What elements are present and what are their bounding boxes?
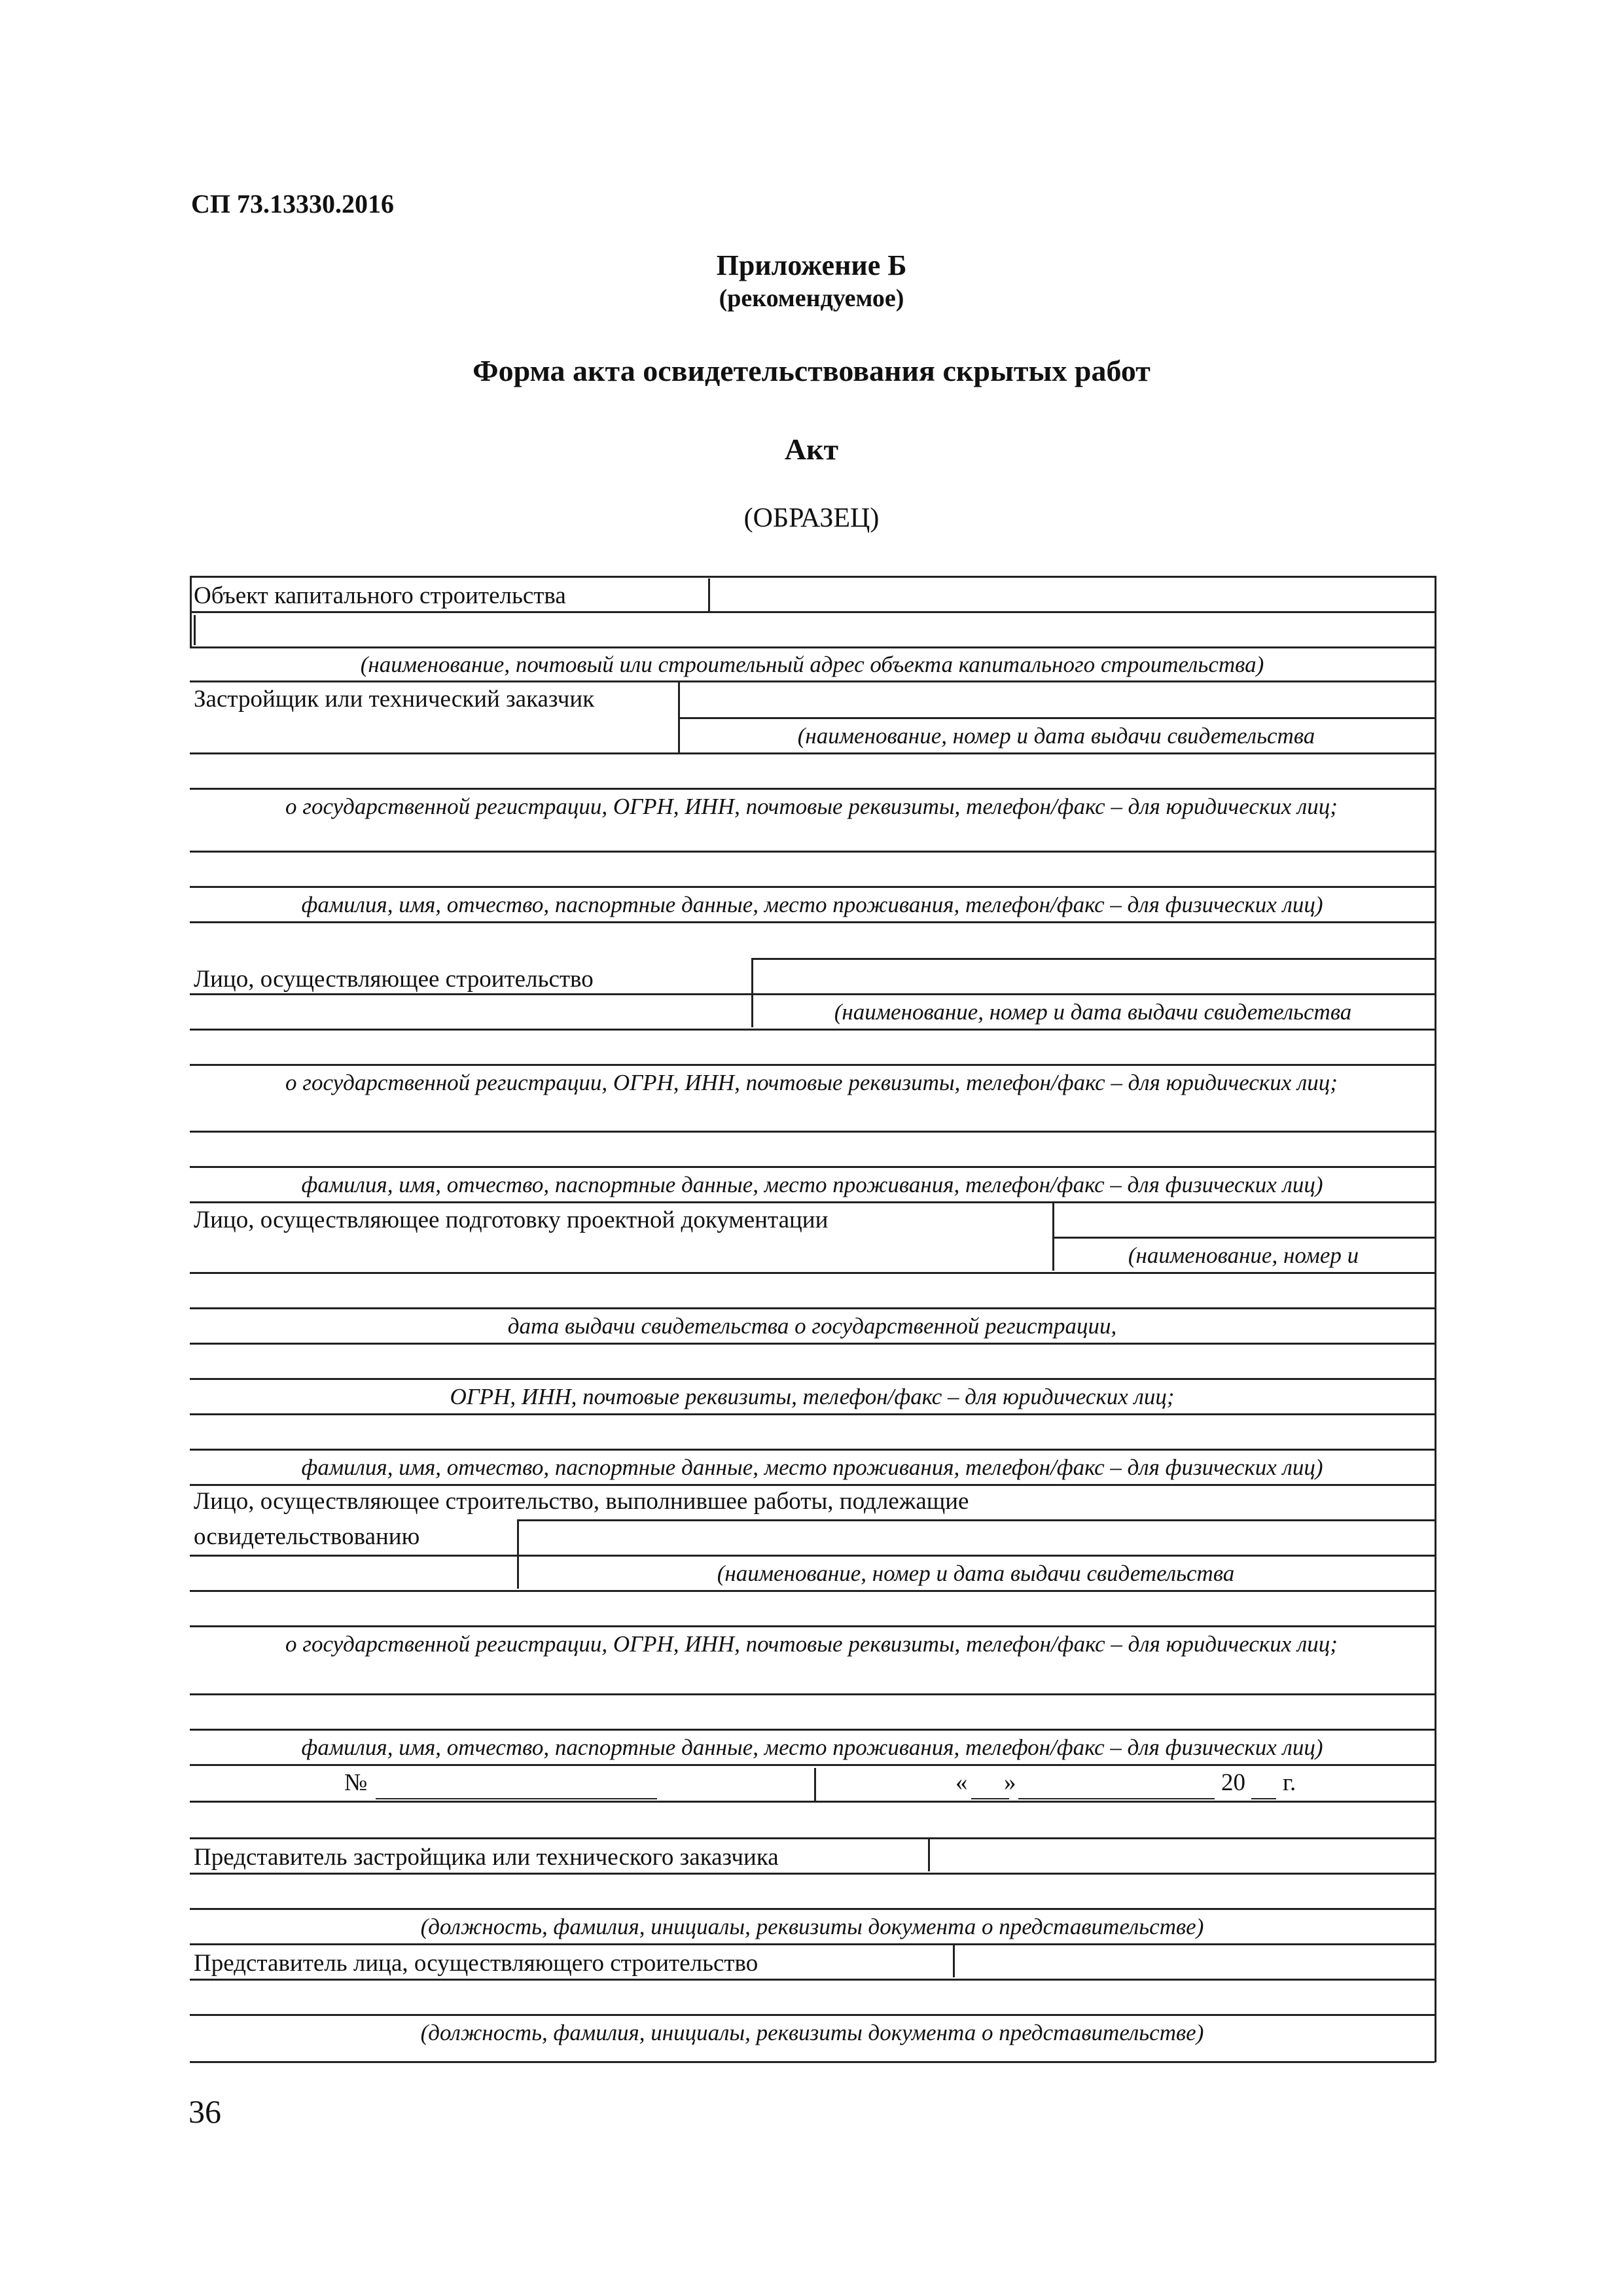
form-bottom-border — [190, 2061, 1435, 2063]
form-right-border — [1435, 576, 1436, 2062]
divider-line — [190, 1307, 1435, 1309]
rep-builder-caption: (должность, фамилия, инициалы, реквизиты документа о представительстве) — [420, 2020, 1204, 2045]
divider-line — [190, 1837, 1435, 1839]
divider-line — [190, 1555, 1435, 1557]
divider-line — [190, 1131, 1435, 1133]
year-suffix: г. — [1283, 1769, 1296, 1796]
divider-line — [190, 1801, 1435, 1803]
executor-caption-1: (наименование, номер и дата выдачи свидетельства — [717, 1561, 1235, 1586]
rep-developer-label: Представитель застройщика или технического заказчика — [194, 1844, 779, 1871]
object-field-marker — [194, 615, 196, 645]
act-title: Акт — [784, 433, 839, 466]
year-underline — [1251, 1798, 1276, 1799]
object-field-divider — [708, 578, 710, 611]
divider-line — [190, 1201, 1435, 1203]
divider-line — [751, 958, 1435, 960]
date-close-quote: » — [1004, 1769, 1016, 1796]
builder-label: Лицо, осуществляющее строительство — [194, 966, 594, 993]
form-top-border — [190, 576, 1435, 578]
form-title: Форма акта освидетельствования скрытых работ — [473, 354, 1150, 387]
divider-line — [190, 788, 1435, 790]
executor-caption-3: фамилия, имя, отчество, паспортные данные, место проживания, телефон/факс – для физических лиц) — [301, 1735, 1323, 1760]
year-label: 20 — [1221, 1769, 1245, 1796]
appendix-title: Приложение Б — [716, 249, 907, 281]
designer-label: Лицо, осуществляющее подготовку проектной документации — [194, 1207, 829, 1233]
divider-line — [190, 1693, 1435, 1695]
appendix-subtitle: (рекомендуемое) — [719, 285, 904, 312]
divider-line — [190, 1064, 1435, 1066]
divider-line — [190, 1484, 1435, 1486]
month-underline — [1018, 1798, 1215, 1799]
divider-line — [190, 646, 1435, 648]
number-label: № — [344, 1769, 368, 1796]
designer-caption-3: ОГРН, ИНН, почтовые реквизиты, телефон/факс – для юридических лиц; — [450, 1384, 1175, 1409]
page-number: 36 — [188, 2093, 221, 2130]
developer-caption-3: фамилия, имя, отчество, паспортные данные, место проживания, телефон/факс – для физических лиц) — [301, 892, 1323, 917]
divider-line — [190, 1979, 1435, 1981]
divider-line — [190, 886, 1435, 888]
rep-builder-field-divider — [953, 1945, 955, 1977]
sample-label: (ОБРАЗЕЦ) — [743, 503, 880, 533]
developer-caption-1: (наименование, номер и дата выдачи свидетельства — [797, 723, 1315, 749]
divider-line — [190, 1590, 1435, 1592]
divider-line — [190, 680, 1435, 682]
rep-developer-field-divider — [928, 1839, 930, 1871]
divider-line — [190, 1449, 1435, 1451]
builder-caption-3: фамилия, имя, отчество, паспортные данные, место проживания, телефон/факс – для физических лиц) — [301, 1172, 1323, 1197]
developer-label: Застройщик или технический заказчик — [194, 686, 595, 713]
divider-line — [190, 1625, 1435, 1627]
builder-caption-2: о государственной регистрации, ОГРН, ИНН, почтовые реквизиты, телефон/факс – для юридических лиц; — [285, 1070, 1338, 1095]
date-field-divider — [814, 1768, 816, 1801]
number-underline — [376, 1798, 657, 1799]
executor-label-1: Лицо, осуществляющее строительство, выполнившее работы, подлежащие — [194, 1488, 969, 1515]
divider-line — [190, 1343, 1435, 1345]
divider-line — [190, 1272, 1435, 1274]
divider-line — [517, 1519, 1435, 1521]
builder-caption-1: (наименование, номер и дата выдачи свидетельства — [834, 999, 1352, 1025]
rep-developer-caption: (должность, фамилия, инициалы, реквизиты документа о представительстве) — [420, 1914, 1204, 1939]
executor-label-2: освидетельствованию — [194, 1523, 420, 1550]
divider-line — [190, 1166, 1435, 1168]
divider-line — [190, 1378, 1435, 1380]
divider-line — [190, 1029, 1435, 1031]
divider-line — [190, 851, 1435, 853]
divider-line — [190, 611, 1435, 613]
developer-caption-2: о государственной регистрации, ОГРН, ИНН, почтовые реквизиты, телефон/факс – для юридических лиц; — [285, 794, 1338, 819]
divider-line — [1052, 1237, 1435, 1239]
divider-line — [678, 717, 1435, 719]
divider-line — [190, 993, 1435, 995]
divider-line — [190, 1873, 1435, 1875]
designer-caption-2: дата выдачи свидетельства о государственной регистрации, — [507, 1313, 1117, 1339]
divider-line — [190, 2014, 1435, 2016]
divider-line — [190, 1764, 1435, 1766]
designer-caption-4: фамилия, имя, отчество, паспортные данные, место проживания, телефон/факс – для физических лиц) — [301, 1455, 1323, 1480]
divider-line — [190, 1908, 1435, 1910]
date-open-quote: « — [955, 1769, 968, 1796]
document-code: СП 73.13330.2016 — [191, 189, 394, 219]
rep-builder-label: Представитель лица, осуществляющего строительство — [194, 1950, 758, 1977]
executor-caption-2: о государственной регистрации, ОГРН, ИНН, почтовые реквизиты, телефон/факс – для юридических лиц; — [285, 1631, 1338, 1657]
divider-line — [190, 921, 1435, 923]
designer-caption-1: (наименование, номер и — [1128, 1243, 1359, 1268]
divider-line — [190, 752, 1435, 754]
divider-line — [190, 1943, 1435, 1945]
day-underline — [971, 1798, 1009, 1799]
divider-line — [190, 1729, 1435, 1731]
object-caption: (наименование, почтовый или строительный адрес объекта капитального строительства) — [360, 652, 1264, 677]
divider-line — [190, 1413, 1435, 1415]
object-label: Объект капитального строительства — [194, 582, 566, 609]
